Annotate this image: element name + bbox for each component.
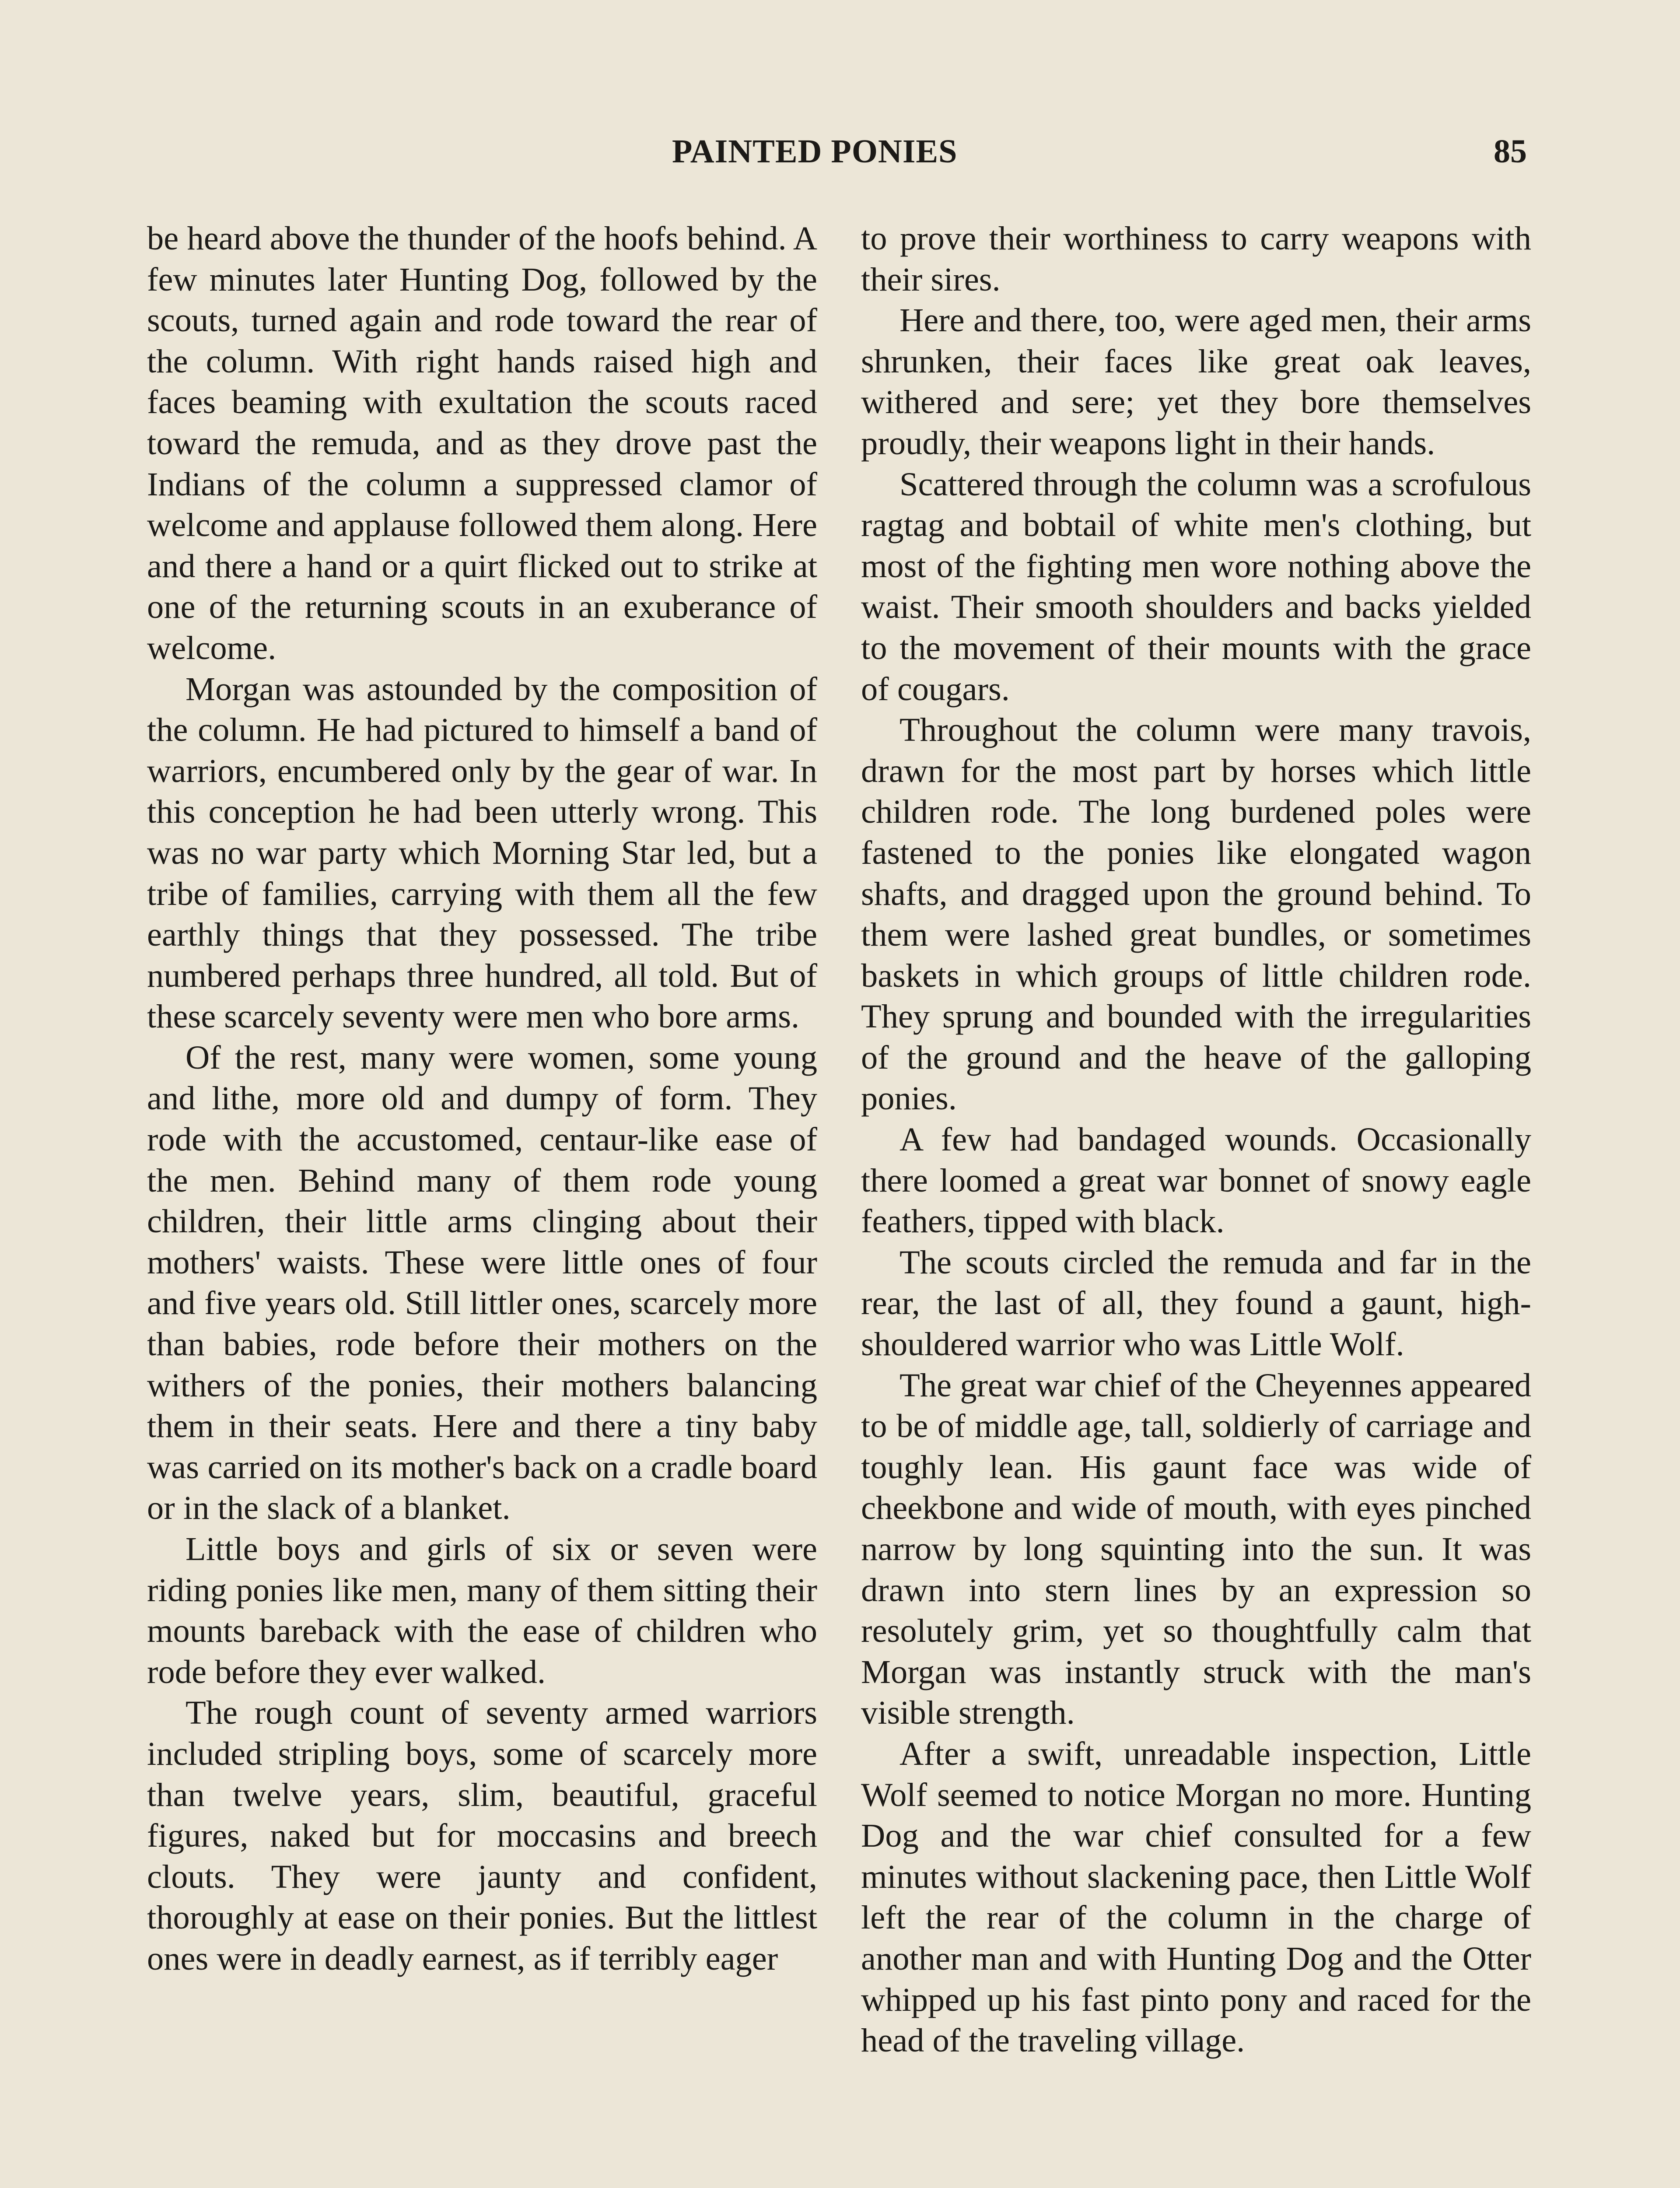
paragraph: Little boys and girls of six or seven were riding ponies like men, many of them sitting their mounts bareback with the ease of children who rode before they ever walked. [147, 1530, 817, 1690]
running-head: PAINTED PONIES [672, 133, 958, 170]
paragraph: Morgan was astounded by the composition of the column. He had pictured to himself a band of warriors, encumbered only by the gear of war. In this conception he had been utterly wrong. This was no war party which Morning Star led, but a tribe of families, carrying with them all the few earthly things that they possessed. The tribe numbered perhaps three hundred, all told. But of these scarcely seventy were men who bore arms. [147, 670, 817, 1035]
page-number: 85 [1494, 133, 1527, 170]
paragraph: Of the rest, many were women, some young and lithe, more old and dumpy of form. They rode with the accustomed, centaur-like ease of the men. Behind many of them rode young children, their little arms clinging about their mothers' waists. These were little ones of four and five years old. Still littler ones, scarcely more than babies, rode before their mothers on the withers of the ponies, their mothers balancing them in their seats. Here and there a tiny baby was carried on its mother's back on a cradle board or in the slack of a blanket. [147, 1038, 817, 1527]
paragraph: Scattered through the column was a scrofulous ragtag and bobtail of white men's clothing, but most of the fighting men wore nothing above the waist. Their smooth shoulders and backs yielded to the movement of their mounts with the grace of cougars. [861, 465, 1531, 708]
right-column [861, 218, 1531, 2061]
left-column [147, 218, 817, 1979]
paragraph: After a swift, unreadable inspection, Little Wolf seemed to notice Morgan no more. Hunting Dog and the war chief consulted for a few minutes without slackening pace, then Little Wolf left the rear of the column in the charge of another man and with Hunting Dog and the Otter whipped up his fast pinto pony and raced for the head of the traveling village. [861, 1735, 1531, 2059]
paragraph: Here and there, too, were aged men, their arms shrunken, their faces like great oak leaves, withered and sere; yet they bore themselves proudly, their weapons light in their hands. [861, 302, 1531, 462]
paragraph: The scouts circled the remuda and far in the rear, the last of all, they found a gaunt, high-shouldered warrior who was Little Wolf. [861, 1243, 1531, 1363]
paragraph: be heard above the thunder of the hoofs behind. A few minutes later Hunting Dog, followed by the scouts, turned again and rode toward the rear of the column. With right hands raised high and faces beaming with exultation the scouts raced toward the remuda, and as they drove past the Indians of the column a suppressed clamor of welcome and applause followed them along. Here and there a hand or a quirt flicked out to strike at one of the returning scouts in an exuberance of welcome. [147, 220, 817, 666]
paragraph: to prove their worthiness to carry weapons with their sires. [861, 220, 1531, 298]
paragraph: The great war chief of the Cheyennes appeared to be of middle age, tall, soldierly of carriage and toughly lean. His gaunt face was wide of cheekbone and wide of mouth, with eyes pinched narrow by long squinting into the sun. It was drawn into stern lines by an expression so resolutely grim, yet so thoughtfully calm that Morgan was instantly struck with the man's visible strength. [861, 1366, 1531, 1732]
paragraph: Throughout the column were many travois, drawn for the most part by horses which little children rode. The long burdened poles were fastened to the ponies like elongated wagon shafts, and dragged upon the ground behind. To them were lashed great bundles, or sometimes baskets in which groups of little children rode. They sprung and bounded with the irregularities of the ground and the heave of the galloping ponies. [861, 711, 1531, 1117]
paragraph: A few had bandaged wounds. Occasionally there loomed a great war bonnet of snowy eagle feathers, tipped with black. [861, 1121, 1531, 1240]
paragraph: The rough count of seventy armed warriors included stripling boys, some of scarcely more than twelve years, slim, beautiful, graceful figures, naked but for moccasins and breech clouts. They were jaunty and confident, thoroughly at ease on their ponies. But the littlest ones were in deadly earnest, as if terribly eager [147, 1694, 817, 1977]
